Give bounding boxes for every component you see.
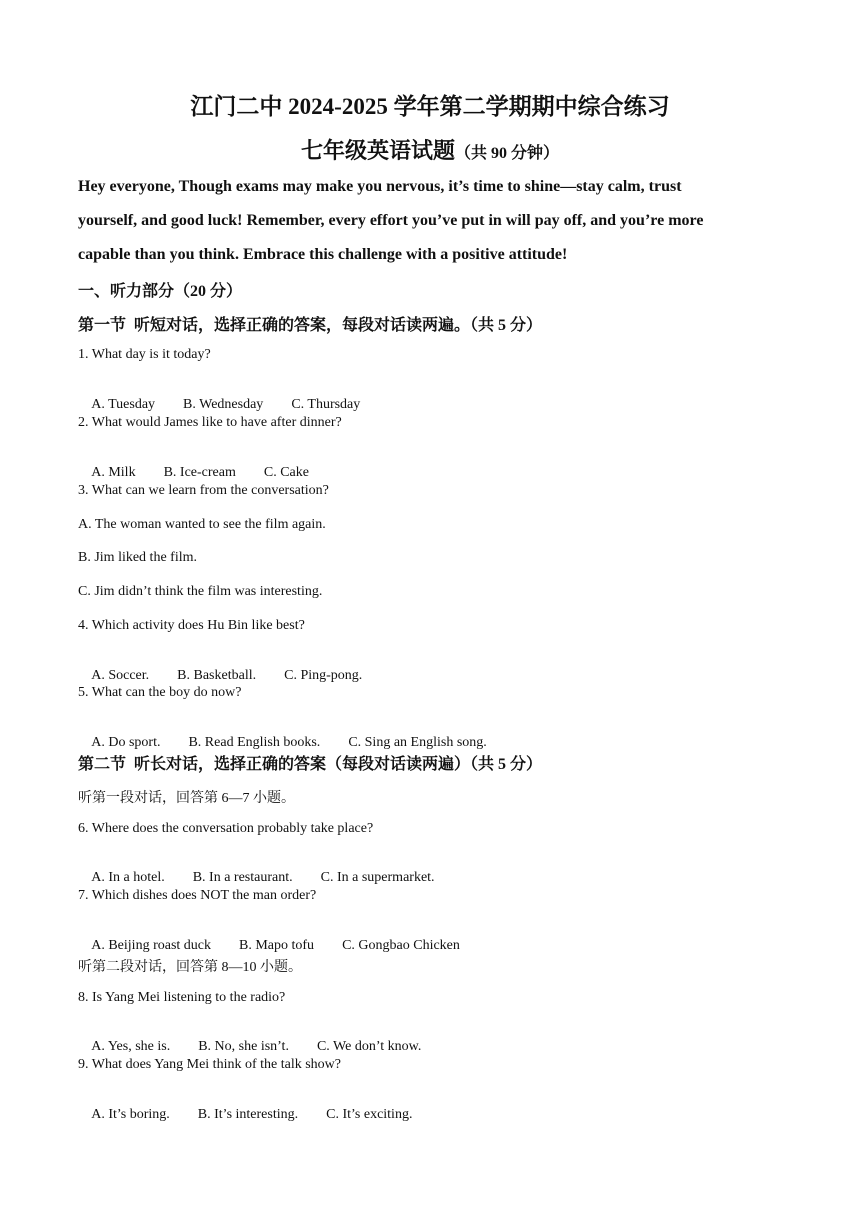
option: A. Soccer. <box>91 668 150 683</box>
part1-heading: 一、听力部分（20 分） <box>78 283 243 300</box>
option: A. Milk <box>91 465 136 480</box>
option: C. We don’t know. <box>316 1039 422 1054</box>
intro-line: Hey everyone, Though exams may make you nervous, it’s time to shine—stay calm, trust <box>78 178 682 195</box>
exam-subtitle <box>0 134 860 165</box>
section1-heading: 第一节 听短对话，选择正确的答案，每段对话读两遍。（共 5 分） <box>78 317 543 334</box>
subtitle-duration: （共 90 分钟） <box>455 145 560 162</box>
option: C. It’s exciting. <box>326 1107 413 1122</box>
subtitle-main: 七年级英语试题 <box>300 138 455 163</box>
question-text: 5. What can the boy do now? <box>78 685 242 700</box>
option: A. Tuesday <box>91 397 156 412</box>
intro-line: capable than you think. Embrace this challenge with a positive attitude! <box>78 246 568 263</box>
option: B. Read English books. <box>188 735 321 750</box>
option: B. Mapo tofu <box>239 938 315 953</box>
question-text: 8. Is Yang Mei listening to the radio? <box>78 990 286 1005</box>
option: A. It’s boring. <box>91 1107 170 1122</box>
option: C. Thursday <box>291 397 361 412</box>
intro-line: yourself, and good luck! Remember, every effort you’ve put in will pay off, and you’re more <box>78 212 704 229</box>
option: A. In a hotel. <box>91 870 165 885</box>
question-text: 3. What can we learn from the conversation? <box>78 483 329 498</box>
option: B. Wednesday <box>183 397 264 412</box>
question-text: 6. Where does the conversation probably take place? <box>78 821 374 836</box>
section2-heading: 第二节 听长对话，选择正确的答案（每段对话读两遍）（共 5 分） <box>78 756 543 773</box>
option: A. Yes, she is. <box>91 1039 171 1054</box>
question-text: 9. What does Yang Mei think of the talk show? <box>78 1057 341 1072</box>
question-text: 2. What would James like to have after dinner? <box>78 415 342 430</box>
option: C. Gongbao Chicken <box>342 938 460 953</box>
question-text: 7. Which dishes does NOT the man order? <box>78 888 317 903</box>
option: C. Ping-pong. <box>284 668 363 683</box>
option: B. It’s interesting. <box>197 1107 299 1122</box>
option: B. In a restaurant. <box>192 870 293 885</box>
option: C. Jim didn’t think the film was interesting. <box>78 584 323 599</box>
options-row <box>78 1091 412 1139</box>
option: B. Ice-cream <box>163 465 236 480</box>
option: A. The woman wanted to see the film again. <box>78 517 326 532</box>
option: C. In a supermarket. <box>320 870 435 885</box>
option: B. Jim liked the film. <box>78 550 197 565</box>
section-instruction: 听第一段对话，回答第 6—7 小题。 <box>78 791 295 806</box>
section-instruction: 听第二段对话，回答第 8—10 小题。 <box>78 960 302 975</box>
option: A. Do sport. <box>91 735 161 750</box>
option: B. No, she isn’t. <box>198 1039 289 1054</box>
intro-paragraph <box>78 170 778 272</box>
question-text: 4. Which activity does Hu Bin like best? <box>78 618 305 633</box>
exam-title: 江门二中 2024-2025 学年第二学期期中综合练习 <box>190 94 670 119</box>
question-text: 1. What day is it today? <box>78 347 211 362</box>
option: C. Sing an English song. <box>348 735 487 750</box>
option: B. Basketball. <box>177 668 257 683</box>
option: C. Cake <box>263 465 309 480</box>
option: A. Beijing roast duck <box>91 938 211 953</box>
